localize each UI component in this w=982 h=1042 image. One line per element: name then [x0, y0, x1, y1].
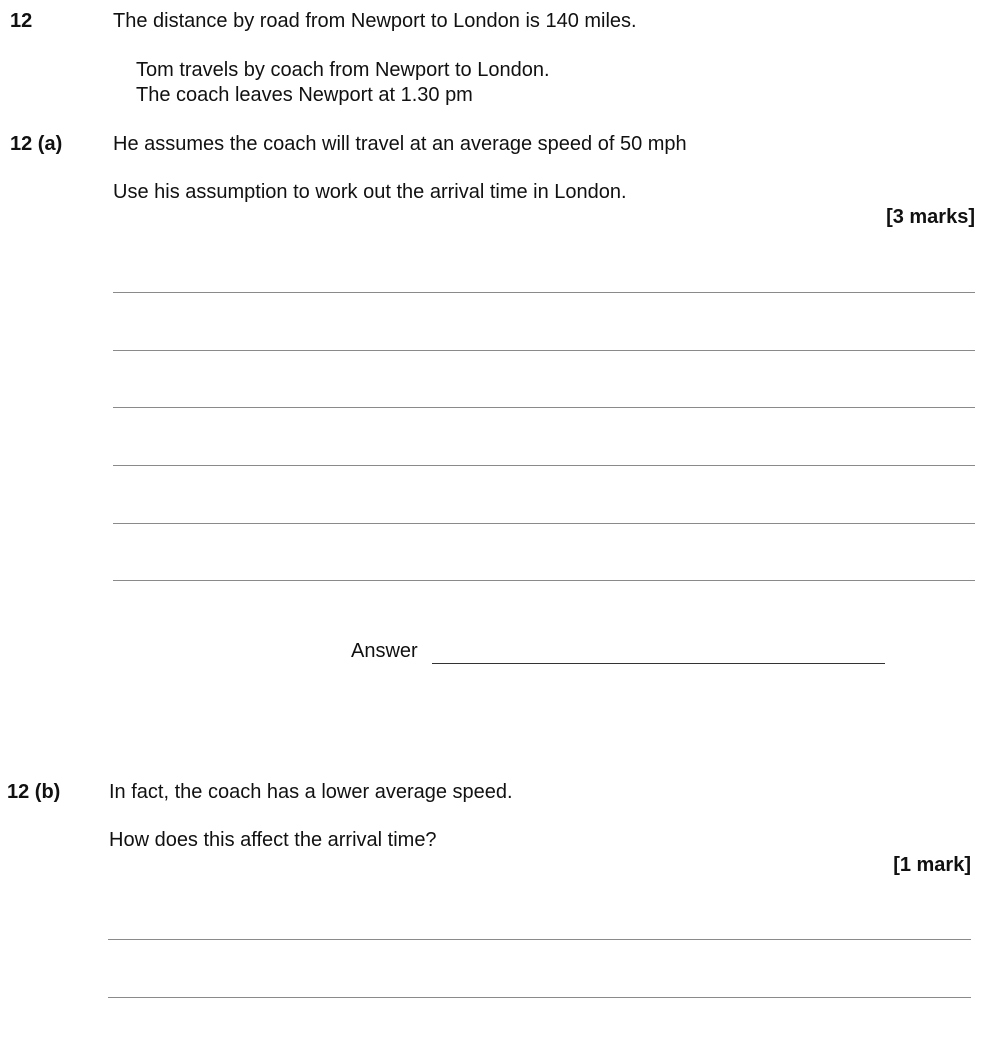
part-b-text-1: In fact, the coach has a lower average speed. — [109, 781, 513, 803]
answer-line[interactable] — [432, 663, 885, 664]
part-b-marks: [1 mark] — [893, 854, 971, 876]
info-line-1: Tom travels by coach from Newport to London. — [136, 59, 550, 81]
part-b-label: 12 (b) — [7, 781, 61, 803]
part-b-text-2: How does this affect the arrival time? — [109, 829, 437, 851]
working-line-b-1[interactable] — [108, 939, 971, 940]
working-line-a-1[interactable] — [113, 292, 975, 293]
part-a-text-1: He assumes the coach will travel at an average speed of 50 mph — [113, 133, 687, 155]
working-line-a-6[interactable] — [113, 580, 975, 581]
question-number: 12 — [10, 10, 33, 32]
working-line-a-2[interactable] — [113, 350, 975, 351]
part-a-marks: [3 marks] — [886, 206, 975, 228]
working-line-a-3[interactable] — [113, 407, 975, 408]
part-a-label: 12 (a) — [10, 133, 63, 155]
answer-label: Answer — [351, 640, 418, 662]
working-line-a-5[interactable] — [113, 523, 975, 524]
working-line-a-4[interactable] — [113, 465, 975, 466]
working-line-b-2[interactable] — [108, 997, 971, 998]
part-a-text-2: Use his assumption to work out the arrival time in London. — [113, 181, 627, 203]
question-intro: The distance by road from Newport to London is 140 miles. — [113, 10, 637, 32]
info-line-2: The coach leaves Newport at 1.30 pm — [136, 84, 473, 106]
